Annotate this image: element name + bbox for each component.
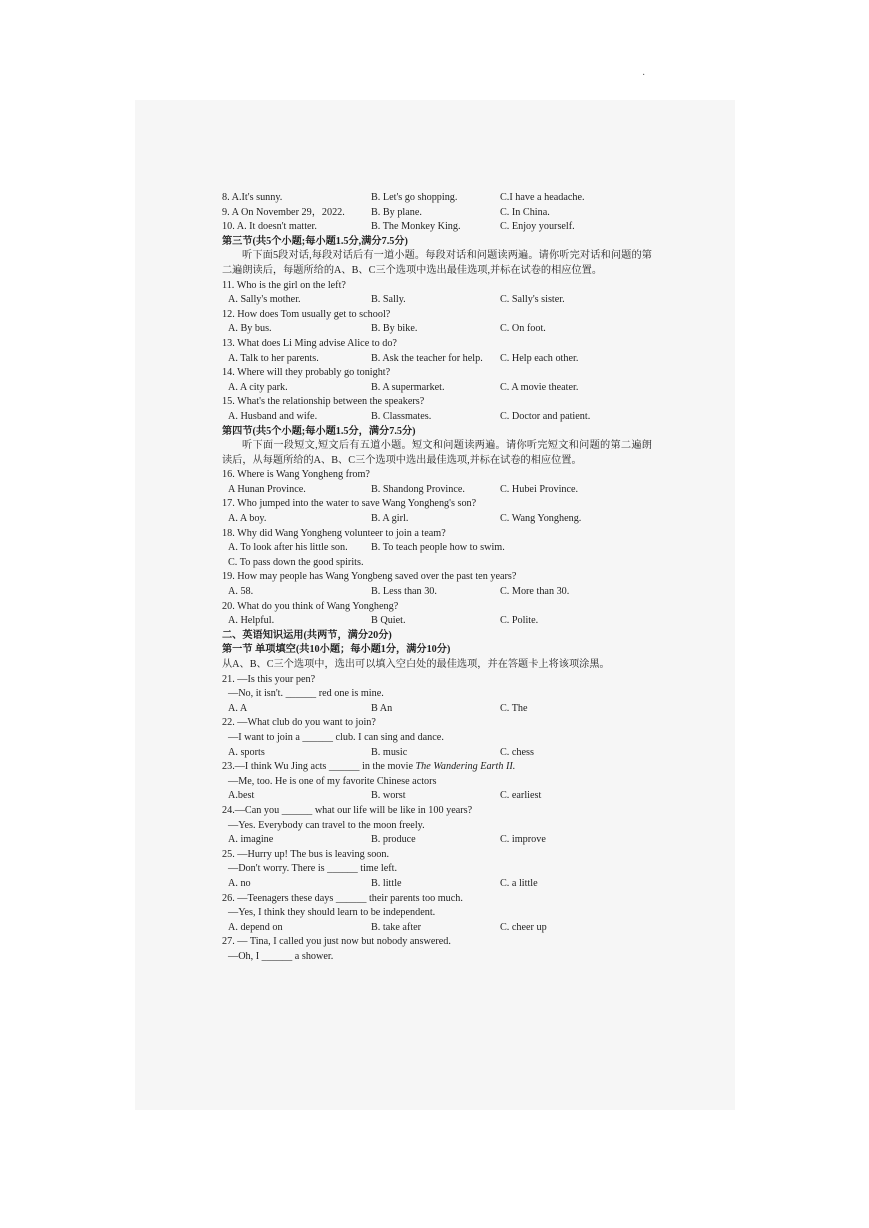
question-10	[222, 220, 652, 235]
option-b: B An	[371, 702, 393, 714]
part-2-instructions: 从A、B、C三个选项中，选出可以填入空白处的最佳选项，并在答题卡上将该项涂黑。	[222, 659, 610, 670]
option-b: B. little	[371, 877, 402, 889]
option-a: A. By bus.	[228, 323, 272, 335]
question-22-reply: —I want to join a ______ club. I can sing and dance.	[228, 731, 444, 743]
option-c: C. a little	[500, 877, 538, 889]
question-21: 21. —Is this your pen?	[222, 673, 316, 685]
option-c: C. Sally's sister.	[500, 294, 565, 306]
question-19: 19. How may people has Wang Yongbeng saved over the past ten years?	[222, 571, 517, 583]
question-26-options	[222, 921, 652, 936]
option-c: C. On foot.	[500, 323, 546, 335]
option-c: C. Help each other.	[500, 352, 579, 364]
option-b: B. Classmates.	[371, 410, 432, 422]
question-24: 24.—Can you ______ what our life will be like in 100 years?	[222, 804, 473, 816]
option-c: C. Enjoy yourself.	[500, 221, 575, 233]
question-21-reply: —No, it isn't. ______ red one is mine.	[228, 688, 384, 700]
option-a: 9. A On November 29，2022.	[222, 206, 345, 218]
question-12: 12. How does Tom usually get to school?	[222, 308, 391, 320]
option-a: A. A city park.	[228, 381, 288, 393]
question-11: 11. Who is the girl on the left?	[222, 279, 346, 291]
option-a: 10. A. It doesn't matter.	[222, 221, 317, 233]
question-23	[222, 760, 652, 775]
exam-document	[222, 191, 652, 964]
option-b: B. Let's go shopping.	[371, 192, 458, 203]
question-15: 15. What's the relationship between the speakers?	[222, 396, 425, 408]
question-15-options	[222, 410, 652, 425]
section-3-title: 第三节(共5个小题;每小题1.5分,满分7.5分)	[222, 235, 408, 247]
option-a: A. Helpful.	[228, 615, 275, 627]
option-b: B. music	[371, 746, 408, 758]
section-3-instructions: 听下面5段对话,每段对话后有一道小题。每段对话和问题读两遍。请你听完对话和问题的第二遍朗读后，每题所给的A、B、C三个选项中选出最佳选项,并标在试卷的相应位置。	[222, 250, 652, 276]
question-25: 25. —Hurry up! The bus is leaving soon.	[222, 848, 390, 860]
option-b: B. By plane.	[371, 206, 422, 218]
option-b: B. The Monkey King.	[371, 221, 461, 233]
option-a: A. Talk to her parents.	[228, 352, 319, 364]
option-c: C. Polite.	[500, 615, 539, 627]
question-11-options	[222, 293, 652, 308]
question-18-option-c: C. To pass down the good spirits.	[228, 556, 364, 568]
part-2-title: 二、英语知识运用(共两节，满分20分)	[222, 629, 392, 641]
question-25-reply: —Don't worry. There is ______ time left.	[228, 863, 398, 875]
option-a: A. Husband and wife.	[228, 410, 318, 422]
option-b: B. To teach people how to swim.	[371, 542, 505, 554]
option-c: C. improve	[500, 834, 546, 846]
question-8	[222, 191, 652, 206]
option-a: A. imagine	[228, 834, 274, 846]
option-a: A. 58.	[228, 586, 254, 598]
section-4-instructions: 听下面一段短文,短文后有五道小题。短文和问题读两遍。请你听完短文和问题的第二遍朗读后，从每题所给的A、B、C三个选项中选出最佳选项,并标在试卷的相应位置。	[222, 440, 652, 466]
question-27-reply: —Oh, I ______ a shower.	[228, 950, 334, 962]
question-26-reply: —Yes, I think they should learn to be independent.	[228, 907, 436, 919]
option-a: A. Sally's mother.	[228, 294, 301, 306]
question-26: 26. —Teenagers these days ______ their parents too much.	[222, 892, 463, 904]
question-23-options	[222, 789, 652, 804]
section-4-title: 第四节(共5个小题;每小题1.5分，满分7.5分)	[222, 425, 416, 437]
option-b: B. Ask the teacher for help.	[371, 352, 483, 364]
option-c: C. chess	[500, 746, 534, 758]
question-17-options	[222, 512, 652, 527]
option-c: C. cheer up	[500, 921, 547, 933]
question-18: 18. Why did Wang Yongheng volunteer to join a team?	[222, 527, 446, 539]
corner-mark: ·	[642, 70, 646, 81]
option-b: B. worst	[371, 790, 406, 802]
question-13: 13. What does Li Ming advise Alice to do?	[222, 337, 397, 349]
question-18-options	[222, 541, 652, 556]
question-23-text: 23.—I think Wu Jing acts ______ in the movie	[222, 761, 416, 773]
question-25-options	[222, 877, 652, 892]
option-a: A. no	[228, 877, 251, 889]
question-14: 14. Where will they probably go tonight?	[222, 367, 391, 379]
question-14-options	[222, 381, 652, 396]
option-c: C. Hubei Province.	[500, 483, 579, 495]
option-a: A. A boy.	[228, 513, 267, 525]
question-19-options	[222, 585, 652, 600]
option-c: C. The	[500, 702, 528, 714]
option-b: B. Sally.	[371, 294, 406, 306]
option-a: A. To look after his little son.	[228, 542, 348, 554]
option-c: C. earliest	[500, 790, 542, 802]
option-a: A.best	[228, 790, 255, 802]
question-23-reply: —Me, too. He is one of my favorite Chinese actors	[228, 775, 437, 787]
option-b: B. A girl.	[371, 513, 409, 525]
option-b: B. produce	[371, 834, 416, 846]
question-16-options	[222, 483, 652, 498]
option-c: C.I have a headache.	[500, 192, 585, 203]
question-20: 20. What do you think of Wang Yongheng?	[222, 600, 399, 612]
option-c: C. More than 30.	[500, 586, 570, 598]
option-b: B. Shandong Province.	[371, 483, 465, 495]
movie-title: The Wandering Earth II.	[415, 761, 516, 773]
question-24-reply: —Yes. Everybody can travel to the moon freely.	[228, 819, 425, 831]
part-2-section-1-title: 第一节 单项填空(共10小题；每小题1分，满分10分)	[222, 644, 451, 656]
option-a: 8. A.It's sunny.	[222, 192, 283, 203]
option-b: B. Less than 30.	[371, 586, 437, 598]
option-b: B. By bike.	[371, 323, 418, 335]
option-a: A. depend on	[228, 921, 283, 933]
question-16: 16. Where is Wang Yongheng from?	[222, 469, 370, 481]
question-17: 17. Who jumped into the water to save Wang Yongheng's son?	[222, 498, 477, 510]
question-21-options	[222, 702, 652, 717]
option-a: A Hunan Province.	[228, 483, 306, 495]
question-24-options	[222, 833, 652, 848]
question-12-options	[222, 322, 652, 337]
question-22: 22. —What club do you want to join?	[222, 717, 376, 729]
question-22-options	[222, 746, 652, 761]
option-c: C. In China.	[500, 206, 550, 218]
question-13-options	[222, 352, 652, 367]
option-c: C. Doctor and patient.	[500, 410, 591, 422]
option-c: C. Wang Yongheng.	[500, 513, 582, 525]
option-a: A. A	[228, 702, 248, 714]
option-b: B. take after	[371, 921, 422, 933]
option-b: B Quiet.	[371, 615, 406, 627]
option-c: C. A movie theater.	[500, 381, 579, 393]
question-20-options	[222, 614, 652, 629]
option-b: B. A supermarket.	[371, 381, 445, 393]
question-27: 27. — Tina, I called you just now but nobody answered.	[222, 936, 451, 948]
option-a: A. sports	[228, 746, 265, 758]
question-9	[222, 206, 652, 221]
